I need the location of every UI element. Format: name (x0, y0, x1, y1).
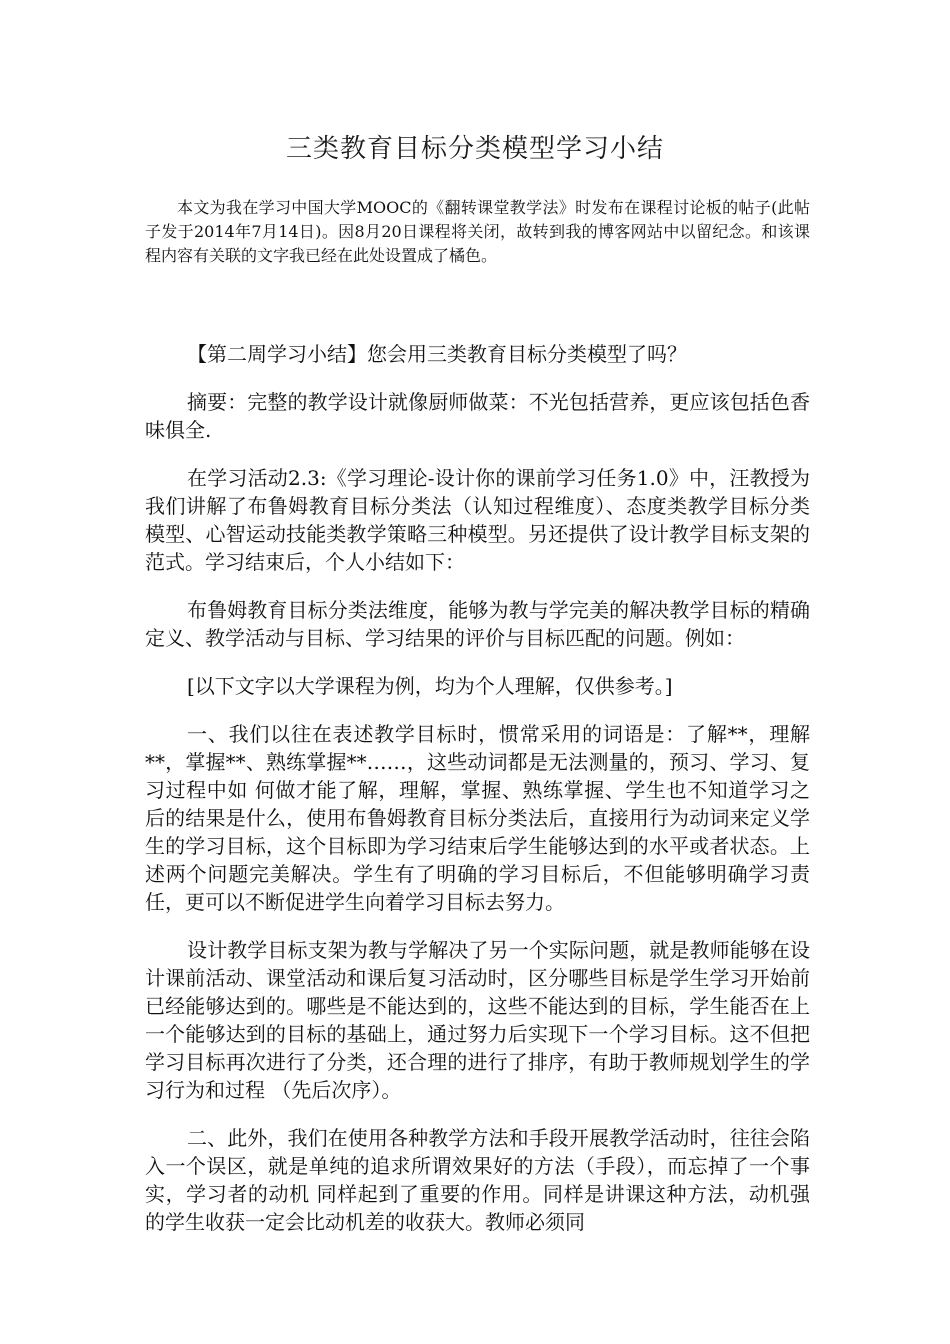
body-paragraph: 二、此外，我们在使用各种教学方法和手段开展教学活动时，往往会陷入一个误区，就是单纯的追求所谓效果好的方法（手段），而忘掉了一个事实，学习者的动机 同样起到了重要的作用。同样是讲课这种方法，动机强的学生收获一定会比动机差的收获大。教师必须同 (145, 1126, 810, 1234)
section-heading: 【第二周学习小结】您会用三类教育目标分类模型了吗？ (187, 342, 687, 366)
body-paragraph: 在学习活动2.3:《学习理论-设计你的课前学习任务1.0》中，汪教授为我们讲解了布鲁姆教育目标分类法（认知过程维度）、态度类教学目标分类模型、心智运动技能类教学策略三种模型。另还提供了设计教学目标支架的范式。学习结束后，个人小结如下： (145, 466, 810, 574)
intro-paragraph: 本文为我在学习中国大学MOOC的《翻转课堂教学法》时发布在课程讨论板的帖子(此帖子发于2014年7月14日)。因8月20日课程将关闭，故转到我的博客网站中以留纪念。和该课程内容有关联的文字我已经在此处设置成了橘色。 (145, 198, 810, 265)
document-body (145, 340, 810, 1256)
abstract-paragraph: 摘要：完整的教学设计就像厨师做菜：不光包括营养，更应该包括色香味俱全. (145, 390, 810, 442)
body-paragraph: 一、我们以往在表述教学目标时，惯常采用的词语是：了解**，理解**，掌握**、熟练掌握**……，这些动词都是无法测量的，预习、学习、复习过程中如 何做才能了解，理解，掌握、熟练掌握、学生也不知道学习之后的结果是什么，使用布鲁姆教育目标分类法后，直接用行为动词来定义学生的学习目标，这个目标即为学习结束后学生能够达到的水平或者状态。上述两个问题完美解决。学生有了明确的学习目标后，不但能够明确学习责任，更可以不断促进学生向着学习目标去努力。 (145, 722, 810, 914)
document-title: 三类教育目标分类模型学习小结 (285, 134, 664, 164)
note-paragraph: [以下文字以大学课程为例，均为个人理解，仅供参考。] (187, 674, 673, 698)
body-paragraph: 设计教学目标支架为教与学解决了另一个实际问题，就是教师能够在设计课前活动、课堂活动和课后复习活动时，区分哪些目标是学生学习开始前已经能够达到的。哪些是不能达到的，这些不能达到的目标，学生能否在上 一个能够达到的目标的基础上，通过努力后实现下一个学习目标。这不但把学习目标再次进行了分类，还合理的进行了排序，有助于教师规划学生的学习行为和过程 （先后次序）。 (145, 938, 810, 1102)
body-paragraph: 布鲁姆教育目标分类法维度，能够为教与学完美的解决教学目标的精确定义、教学活动与目标、学习结果的评价与目标匹配的问题。例如： (145, 598, 810, 650)
